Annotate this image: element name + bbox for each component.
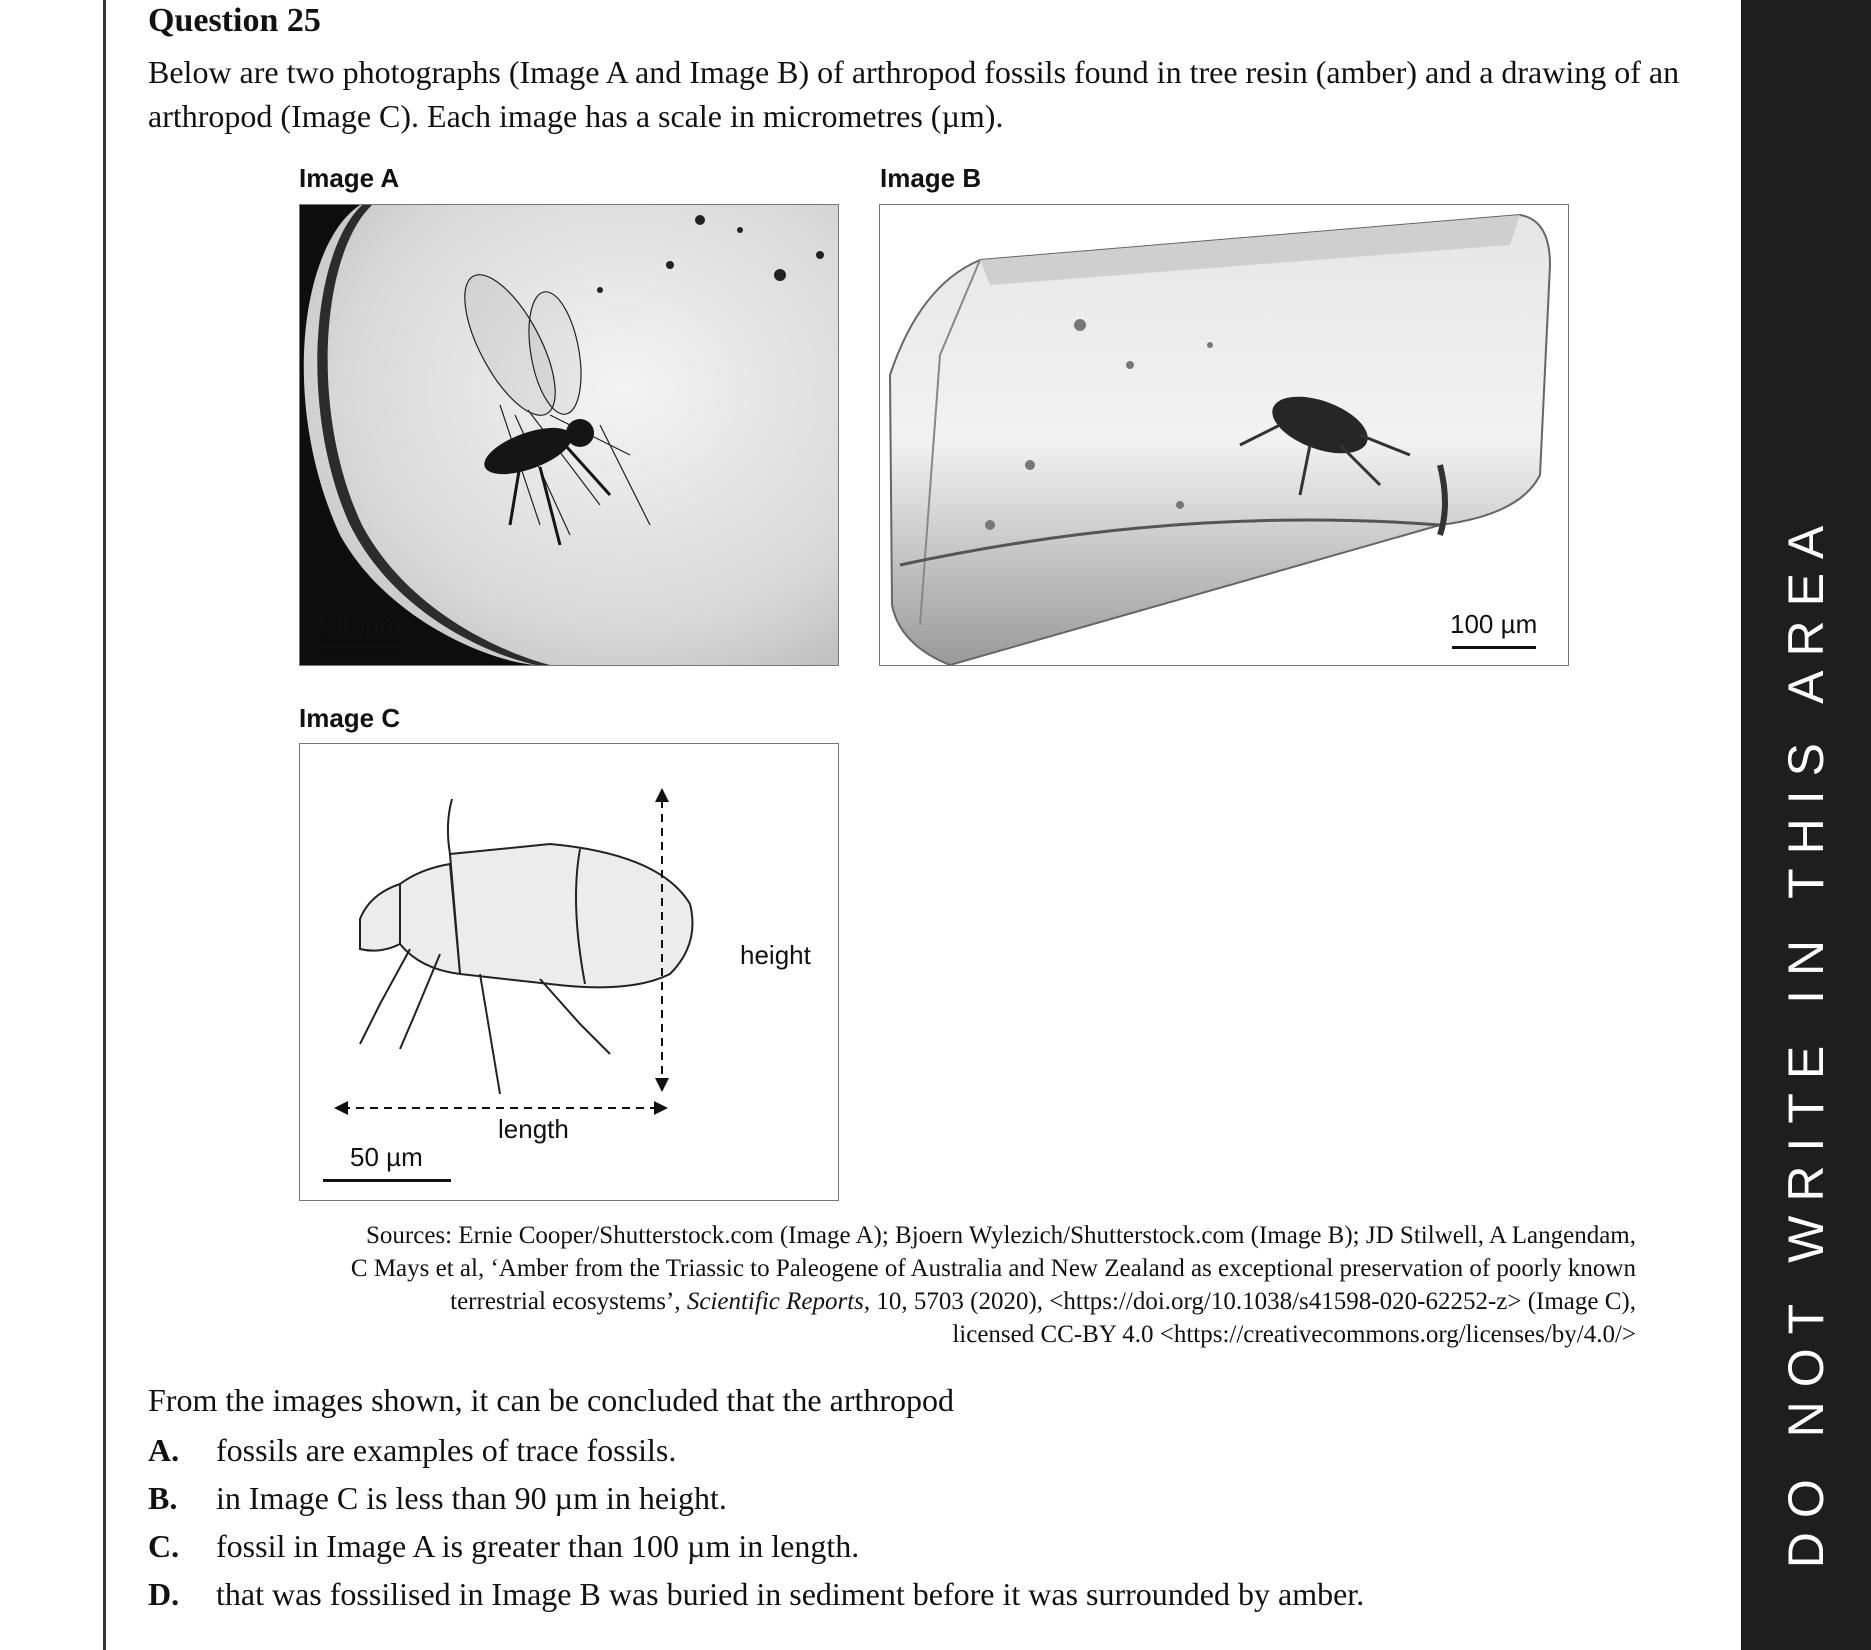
image-b-amber-fossil — [880, 205, 1568, 665]
option-d-text: that was fossilised in Image B was buried in sediment before it was surrounded by amber. — [216, 1576, 1365, 1612]
sources-line-1: Sources: Ernie Cooper/Shutterstock.com (Image A); Bjoern Wylezich/Shutterstock.com (Image B); JD Stilwell, A Langendam, — [366, 1222, 1636, 1249]
option-a-letter: A. — [148, 1432, 180, 1468]
option-d-letter: D. — [148, 1576, 180, 1612]
left-margin-rule — [103, 0, 106, 1650]
option-c-text: fossil in Image A is greater than 100 µm in length. — [216, 1528, 860, 1564]
image-a-scale-label: 100 µm — [314, 609, 402, 639]
image-a-scale-bar — [316, 646, 400, 649]
image-c-label: Image C — [299, 703, 401, 733]
image-c-length-label: length — [498, 1114, 569, 1144]
sources-line-2: C Mays et al, ‘Amber from the Triassic to Paleogene of Australia and New Zealand as exceptional preservation of poorly known — [350, 1255, 1636, 1282]
image-a-photo — [299, 204, 839, 666]
option-b-letter: B. — [148, 1480, 178, 1516]
image-b-photo — [879, 204, 1569, 666]
image-c-mite-drawing — [300, 744, 838, 1200]
image-c-drawing — [299, 743, 839, 1201]
sources-journal-title: Scientific Reports — [686, 1288, 864, 1315]
image-c-height-label: height — [740, 940, 811, 970]
margin-notice: DO NOT WRITE IN THIS AREA — [1778, 511, 1834, 1569]
sources-line-3-start: terrestrial ecosystems’, — [450, 1288, 687, 1315]
image-b-label: Image B — [880, 163, 982, 193]
question-stem: From the images shown, it can be concluded that the arthropod — [148, 1382, 955, 1418]
question-title: Question 25 — [148, 2, 321, 39]
option-b-text: in Image C is less than 90 µm in height. — [216, 1480, 727, 1516]
sources-line-3 — [200, 1285, 1636, 1318]
image-c-scale-bar — [323, 1179, 451, 1182]
image-b-scale-bar — [1452, 646, 1536, 649]
sources-line-3-end: , 10, 5703 (2020), <https://doi.org/10.1038/s41598-020-62252-z> (Image C), — [863, 1288, 1636, 1315]
image-c-scale-label: 50 µm — [350, 1142, 423, 1172]
image-b-scale-label: 100 µm — [1450, 609, 1538, 639]
image-a-fly-fossil — [300, 205, 838, 665]
option-a-text: fossils are examples of trace fossils. — [216, 1432, 677, 1468]
sources-line-4: licensed CC-BY 4.0 <https://creativecommons.org/licenses/by/4.0/> — [952, 1321, 1636, 1348]
option-c-letter: C. — [148, 1528, 180, 1564]
image-sources — [200, 1219, 1636, 1351]
image-a-label: Image A — [299, 163, 400, 193]
question-intro: Below are two photographs (Image A and Image B) of arthropod fossils found in tree resin (amber) and a drawing of an arthropod (Image C). Each image has a scale in micrometres (µm). — [148, 54, 1680, 134]
